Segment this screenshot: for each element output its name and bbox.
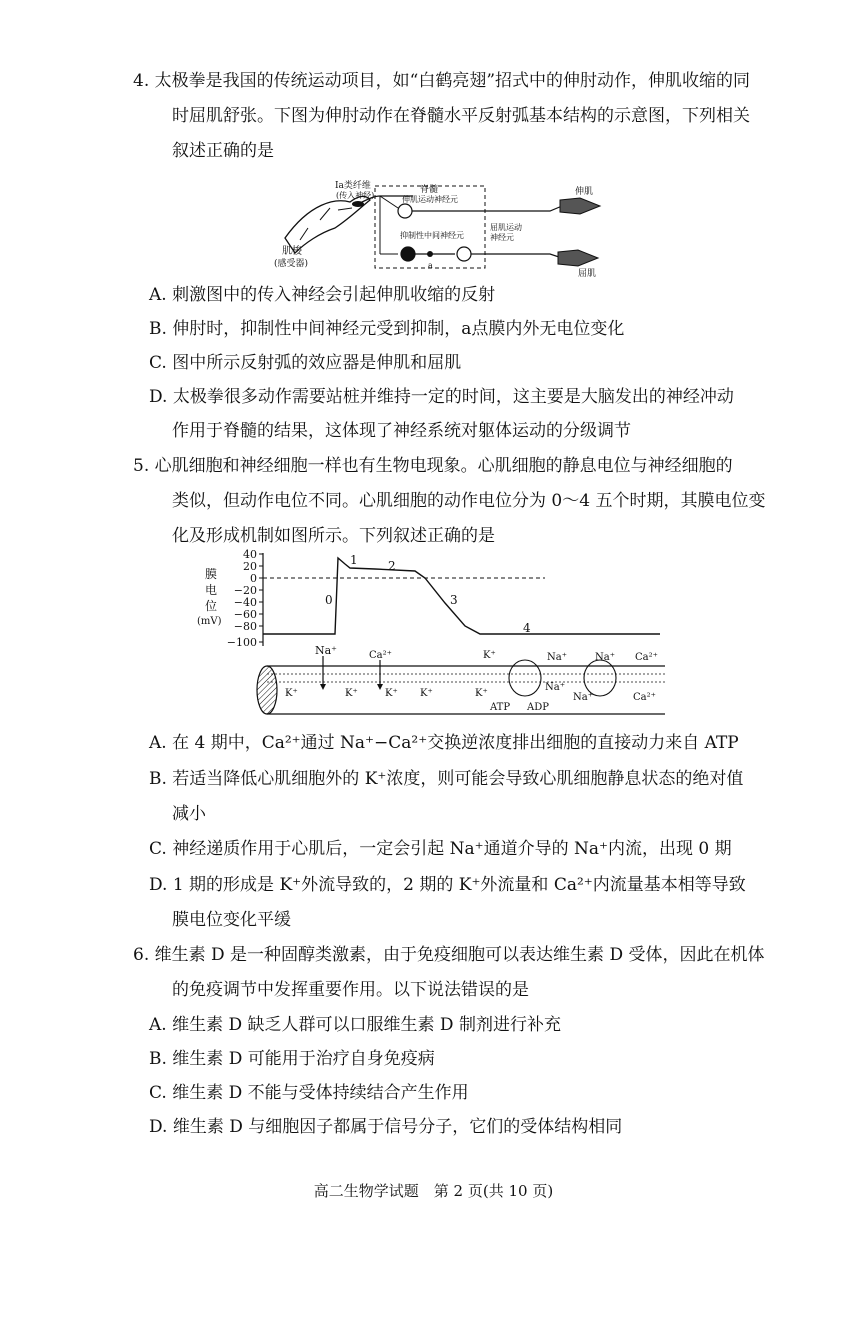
flexor-motor-label2: 神经元 [490, 233, 514, 242]
spinal-label: 脊髓 [420, 185, 439, 195]
y-ticks [227, 548, 263, 649]
q5-option-a: A. 在 4 期中，Ca²⁺通过 Na⁺−Ca²⁺交换逆浓度排出细胞的直接动力来自 ATP [149, 733, 739, 753]
fiber-label1: Ia类纤维 [335, 181, 371, 191]
ca-ion-1: Ca²⁺ [369, 650, 392, 661]
flexor-label: 屈肌 [578, 269, 597, 279]
q6-option-c: C. 维生素 D 不能与受体持续结合产生作用 [149, 1083, 469, 1103]
adp-label: ADP [527, 702, 549, 713]
q5-option-b-line2: 减小 [172, 804, 206, 824]
page-footer: 高二生物学试题 第 2 页(共 10 页) [313, 1182, 554, 1200]
phase-1-label: 1 [350, 553, 358, 567]
ytick-m40: −40 [233, 596, 257, 609]
q5-option-c: C. 神经递质作用于心肌后，一定会引起 Na⁺通道介导的 Na⁺内流，出现 0 期 [149, 839, 732, 859]
ca-ion-2: Ca²⁺ [635, 652, 658, 663]
ylabel-3: 位 [205, 599, 218, 613]
k-ion-4: K⁺ [420, 688, 433, 699]
k-ion-1: K⁺ [285, 688, 298, 699]
q4-stem-line3: 叙述正确的是 [172, 141, 274, 161]
q4-stem-line1: 4. 太极拳是我国的传统运动项目，如“白鹤亮翅”招式中的伸肘动作，伸肌收缩的同 [133, 71, 751, 91]
q4-option-b: B. 伸肘时，抑制性中间神经元受到抑制，a点膜内外无电位变化 [149, 319, 625, 339]
k-ion-3: K⁺ [385, 688, 398, 699]
q6-stem-line2: 的免疫调节中发挥重要作用。以下说法错误的是 [172, 980, 529, 1000]
q6-option-d: D. 维生素 D 与细胞因子都属于信号分子，它们的受体结构相同 [149, 1117, 623, 1137]
inhib-label: 抑制性中间神经元 [400, 231, 464, 240]
extensor-label: 伸肌 [575, 187, 594, 197]
fiber-label2: (传入神经) [336, 191, 375, 200]
membrane-cylinder [257, 666, 665, 714]
na-ion-3: Na⁺ [545, 682, 565, 693]
ylabel-1: 膜 [205, 567, 218, 581]
ytick-m60: −60 [233, 608, 257, 621]
q4-option-c: C. 图中所示反射弧的效应器是伸肌和屈肌 [149, 353, 462, 373]
action-potential-figure [195, 548, 675, 718]
phase-2-label: 2 [388, 559, 396, 573]
q5-option-d-line2: 膜电位变化平缓 [172, 910, 291, 930]
q4-option-a: A. 刺激图中的传入神经会引起伸肌收缩的反射 [149, 285, 496, 305]
q5-stem-line1: 5. 心肌细胞和神经细胞一样也有生物电现象。心肌细胞的静息电位与神经细胞的 [133, 456, 733, 476]
q4-option-d-line2: 作用于脊髓的结果，这体现了神经系统对躯体运动的分级调节 [172, 421, 631, 441]
na-ion-5: Na⁺ [595, 652, 615, 663]
ytick-m100: −100 [226, 636, 257, 649]
ca-ion-3: Ca²⁺ [633, 692, 656, 703]
ytick-20: 20 [243, 560, 257, 573]
extensor-motor-label: 伸肌运动神经元 [402, 195, 458, 204]
ylabel-4: (mV) [197, 616, 222, 627]
q6-stem-line1: 6. 维生素 D 是一种固醇类激素，由于免疫细胞可以表达维生素 D 受体，因此在机体 [133, 945, 765, 965]
q5-option-d-line1: D. 1 期的形成是 K⁺外流导致的，2 期的 K⁺外流量和 Ca²⁺内流量基本相等导致 [149, 875, 746, 895]
ytick-40: 40 [243, 548, 257, 561]
ytick-0: 0 [250, 572, 257, 585]
spindle-label1: 肌梭 [282, 246, 302, 257]
flexor-motor-label1: 屈肌运动 [490, 223, 522, 232]
na-ion-4: Na⁺ [573, 692, 593, 703]
k-ion-5: K⁺ [483, 650, 496, 661]
phase-4-label: 4 [523, 621, 531, 635]
ylabel-2: 电 [205, 583, 218, 597]
k-ion-6: K⁺ [475, 688, 488, 699]
q5-option-b-line1: B. 若适当降低心肌细胞外的 K⁺浓度，则可能会导致心肌细胞静息状态的绝对值 [149, 769, 744, 789]
q4-stem-line2: 时屈肌舒张。下图为伸肘动作在脊髓水平反射弧基本结构的示意图，下列相关 [172, 106, 750, 126]
na-ion-2: Na⁺ [547, 652, 567, 663]
q5-stem-line2: 类似，但动作电位不同。心肌细胞的动作电位分为 0～4 五个时期，其膜电位变 [172, 491, 766, 511]
spindle-label2: (感受器) [274, 259, 309, 269]
na-ion-1: Na⁺ [315, 644, 337, 657]
reflex-arc-diagram [274, 178, 610, 279]
ytick-m80: −80 [233, 620, 257, 633]
phase-0-label: 0 [325, 593, 333, 607]
point-a-label: a [428, 261, 433, 270]
q6-option-a: A. 维生素 D 缺乏人群可以口服维生素 D 制剂进行补充 [149, 1015, 561, 1035]
atp-label: ATP [490, 702, 511, 713]
q6-option-b: B. 维生素 D 可能用于治疗自身免疫病 [149, 1049, 435, 1069]
k-ion-2: K⁺ [345, 688, 358, 699]
q4-option-d-line1: D. 太极拳很多动作需要站桩并维持一定的时间，这主要是大脑发出的神经冲动 [149, 387, 734, 407]
ytick-m20: −20 [233, 584, 257, 597]
q5-stem-line3: 化及形成机制如图所示。下列叙述正确的是 [172, 526, 495, 546]
phase-3-label: 3 [450, 593, 458, 607]
